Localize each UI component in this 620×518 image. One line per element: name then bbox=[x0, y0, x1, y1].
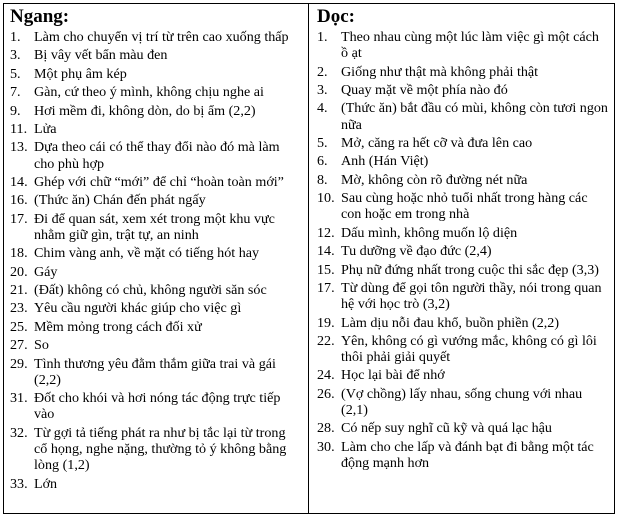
across-heading: Ngang: bbox=[10, 6, 70, 27]
across-clue bbox=[10, 47, 302, 63]
clue-text: Làm dịu nỗi đau khổ, buồn phiền (2,2) bbox=[341, 314, 560, 331]
clue-text: Lửa bbox=[34, 120, 57, 137]
clue-number: 13. bbox=[10, 139, 28, 156]
clue-number: 30. bbox=[317, 438, 335, 455]
clue-number: 1. bbox=[317, 29, 328, 45]
clue-text: Phụ nữ đứng nhất trong cuộc thi sắc đẹp (3,3) bbox=[341, 261, 599, 278]
across-clue bbox=[10, 300, 302, 316]
clue-text: Hơi mềm đi, không dòn, do bị ẩm (2,2) bbox=[34, 102, 256, 119]
clue-text: Mở, căng ra hết cỡ và đưa lên cao bbox=[341, 134, 533, 151]
across-clue bbox=[10, 319, 302, 335]
across-clue bbox=[10, 84, 302, 100]
clue-number: 3. bbox=[10, 47, 21, 64]
crossword-clues-table bbox=[3, 3, 615, 514]
clue-number: 14. bbox=[317, 243, 335, 260]
clue-text: (Vợ chồng) lấy nhau, sống chung với nhau (2,1) bbox=[341, 385, 583, 419]
clue-number: 17. bbox=[317, 279, 335, 296]
across-clue bbox=[10, 337, 302, 353]
down-heading: Dọc: bbox=[317, 6, 355, 27]
clue-text: Mềm mỏng trong cách đối xử bbox=[34, 318, 202, 335]
clue-number: 20. bbox=[10, 263, 28, 280]
clue-text: Dấu mình, không muốn lộ diện bbox=[341, 224, 518, 241]
down-clue bbox=[317, 225, 608, 241]
down-clue bbox=[317, 82, 608, 98]
clue-text: Có nếp suy nghĩ cũ kỹ và quá lạc hậu bbox=[341, 420, 552, 437]
clue-number: 11. bbox=[10, 120, 28, 137]
clue-number: 5. bbox=[10, 65, 21, 82]
clue-number: 25. bbox=[10, 318, 28, 335]
down-clue bbox=[317, 100, 608, 132]
clue-number: 29. bbox=[10, 355, 28, 372]
clue-number: 32. bbox=[10, 424, 28, 441]
clue-number: 5. bbox=[317, 134, 328, 151]
across-clue bbox=[10, 476, 302, 492]
down-clue bbox=[317, 172, 608, 188]
down-clue bbox=[317, 190, 608, 222]
clue-number: 10. bbox=[317, 190, 335, 207]
down-clue bbox=[317, 333, 608, 365]
clue-text: Giống như thật mà không phải thật bbox=[341, 63, 539, 80]
down-clue bbox=[317, 29, 608, 61]
across-clue bbox=[10, 356, 302, 388]
clue-text: Đốt cho khói và hơi nóng tác động trực tiếp vào bbox=[34, 390, 281, 423]
across-clue bbox=[10, 425, 302, 474]
across-clue bbox=[10, 174, 302, 190]
clue-number: 4. bbox=[317, 100, 328, 117]
clue-text: Sau cùng hoặc nhỏ tuổi nhất trong hàng các con hoặc em trong nhà bbox=[341, 190, 588, 223]
down-column bbox=[309, 4, 614, 513]
clue-text: Anh (Hán Việt) bbox=[341, 153, 429, 170]
across-clue bbox=[10, 264, 302, 280]
clue-number: 26. bbox=[317, 385, 335, 402]
clue-number: 8. bbox=[317, 171, 328, 188]
clue-text: Từ dùng để gọi tôn người thầy, nói trong quan hệ với học trò (3,2) bbox=[341, 279, 602, 313]
clue-text: Làm cho che lấp và đánh bạt đi bằng một tác động mạnh hơn bbox=[341, 438, 594, 472]
clue-text: Từ gợi tả tiếng phát ra như bị tắc lại từ trong cổ họng, nghe nặng, thường tỏ ý không bằng lòng (1,2) bbox=[34, 424, 287, 474]
clue-text: (Thức ăn) bắt đầu có mùi, không còn tươi ngon nữa bbox=[341, 100, 608, 133]
down-clue bbox=[317, 439, 608, 471]
clue-number: 33. bbox=[10, 475, 28, 492]
clue-text: Làm cho chuyển vị trí từ trên cao xuống thấp bbox=[34, 29, 289, 45]
clue-number: 16. bbox=[10, 192, 28, 209]
down-clue bbox=[317, 262, 608, 278]
down-clue-list bbox=[317, 29, 608, 471]
clue-number: 17. bbox=[10, 210, 28, 227]
across-clue bbox=[10, 192, 302, 208]
clue-text: Học lại bài để nhớ bbox=[341, 367, 445, 384]
clue-number: 19. bbox=[317, 314, 335, 331]
across-clue bbox=[10, 245, 302, 261]
clue-text: Gáy bbox=[34, 263, 58, 280]
clue-text: Tu dưỡng về đạo đức (2,4) bbox=[341, 243, 492, 260]
down-clue bbox=[317, 135, 608, 151]
clue-number: 6. bbox=[317, 153, 328, 170]
across-clue bbox=[10, 29, 302, 45]
down-clue bbox=[317, 420, 608, 436]
down-clue bbox=[317, 64, 608, 80]
clue-text: Theo nhau cùng một lúc làm việc gì một cách ồ ạt bbox=[341, 29, 599, 62]
clue-number: 2. bbox=[317, 63, 328, 80]
clue-text: Mờ, không còn rõ đường nét nữa bbox=[341, 171, 528, 188]
clue-number: 9. bbox=[10, 102, 21, 119]
clue-text: Quay mặt về một phía nào đó bbox=[341, 81, 508, 98]
down-clue bbox=[317, 243, 608, 259]
clue-text: Một phụ âm kép bbox=[34, 65, 127, 82]
clue-text: Đi để quan sát, xem xét trong một khu vực nhằm giữ gìn, trật tự, an ninh bbox=[34, 210, 275, 243]
clue-number: 12. bbox=[317, 224, 335, 241]
clue-number: 1. bbox=[10, 29, 21, 45]
across-column bbox=[4, 4, 309, 513]
clue-number: 15. bbox=[317, 261, 335, 278]
clue-number: 21. bbox=[10, 282, 28, 299]
clue-number: 3. bbox=[317, 81, 328, 98]
across-clue bbox=[10, 121, 302, 137]
clue-text: Yêu cầu người khác giúp cho việc gì bbox=[34, 300, 242, 317]
clue-number: 27. bbox=[10, 337, 28, 354]
across-clue bbox=[10, 211, 302, 243]
clue-text: Tình thương yêu đằm thắm giữa trai và gái (2,2) bbox=[34, 355, 276, 388]
down-clue bbox=[317, 315, 608, 331]
clue-number: 18. bbox=[10, 245, 28, 262]
clue-text: Lớn bbox=[34, 475, 58, 492]
clue-text: Yên, không có gì vướng mắc, không có gì lôi thôi phải giải quyết bbox=[341, 332, 597, 366]
across-clue bbox=[10, 282, 302, 298]
clue-text: Chim vàng anh, về mặt có tiếng hót hay bbox=[34, 245, 260, 262]
clue-text: Bị vây vết bẩn màu đen bbox=[34, 47, 168, 64]
clue-number: 31. bbox=[10, 390, 28, 407]
clue-number: 23. bbox=[10, 300, 28, 317]
across-clue bbox=[10, 390, 302, 422]
clue-text: Dựa theo cái có thể thay đổi nào đó mà làm cho phù hợp bbox=[34, 139, 280, 172]
clue-number: 24. bbox=[317, 367, 335, 384]
across-clue bbox=[10, 66, 302, 82]
across-clue bbox=[10, 139, 302, 171]
clue-text: So bbox=[34, 337, 49, 354]
clue-number: 28. bbox=[317, 420, 335, 437]
clue-number: 7. bbox=[10, 84, 21, 101]
clue-number: 14. bbox=[10, 173, 28, 190]
clue-number: 22. bbox=[317, 332, 335, 349]
across-clue bbox=[10, 103, 302, 119]
down-clue bbox=[317, 386, 608, 418]
across-clue-list bbox=[10, 29, 302, 492]
clue-text: Ghép với chữ “mới” để chỉ “hoàn toàn mới” bbox=[34, 173, 284, 190]
clue-text: (Đất) không có chủ, không người săn sóc bbox=[34, 282, 267, 299]
down-clue bbox=[317, 153, 608, 169]
down-clue bbox=[317, 280, 608, 312]
down-clue bbox=[317, 367, 608, 383]
clue-text: (Thức ăn) Chán đến phát ngấy bbox=[34, 192, 206, 209]
clue-text: Gàn, cứ theo ý mình, không chịu nghe ai bbox=[34, 84, 264, 101]
